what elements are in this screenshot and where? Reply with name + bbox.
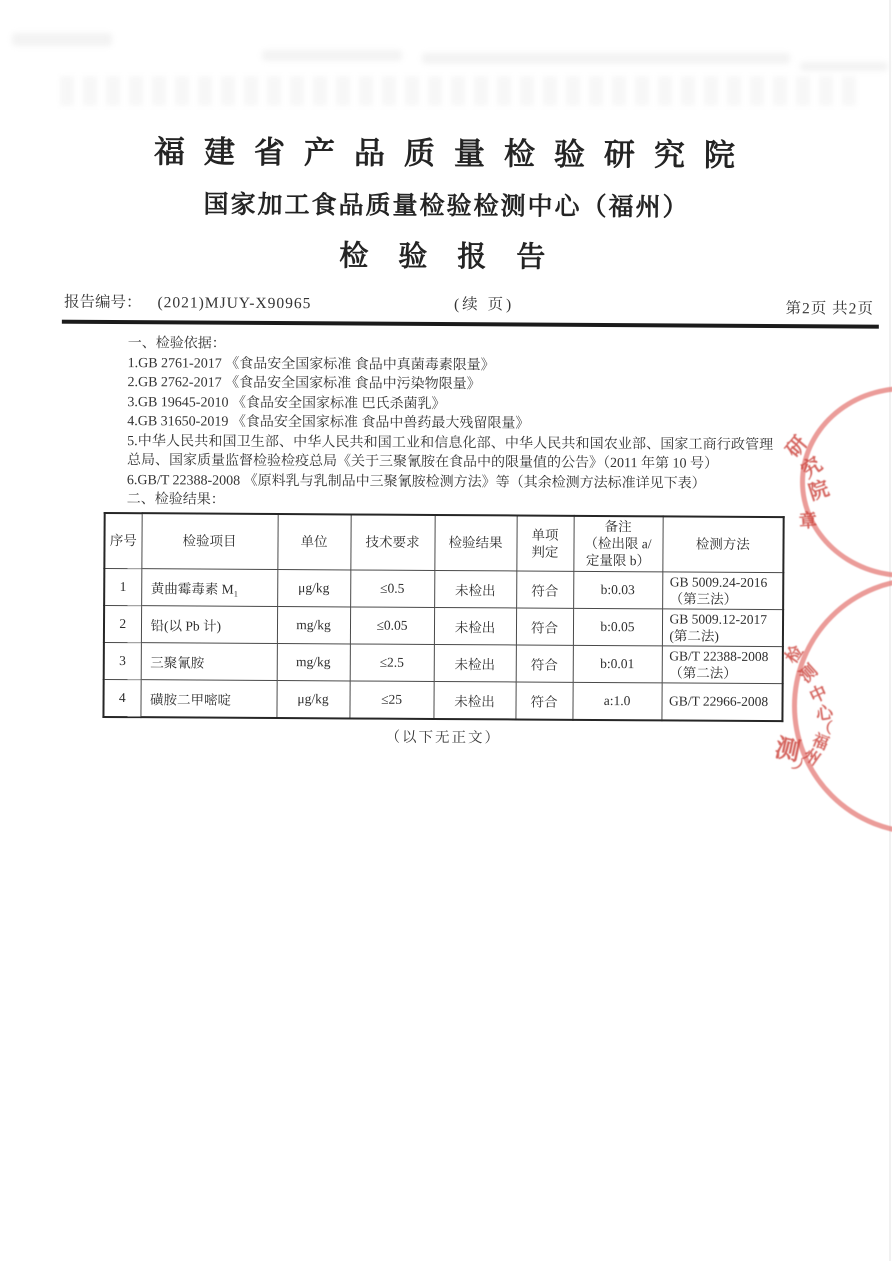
seal-character: （ — [816, 719, 834, 737]
table-row — [104, 605, 783, 646]
page-indicator: 第2页 共2页 — [785, 300, 875, 318]
basis-item: 1.GB 2761-2017 《食品安全国家标准 食品中真菌毒素限量》 — [127, 355, 495, 373]
seal-character: 测 — [772, 734, 803, 767]
column-header-result: 检验结果 — [434, 514, 516, 570]
cell-remark: a:1.0 — [572, 682, 661, 720]
cell-seq: 4 — [103, 679, 140, 716]
cell-method: GB 5009.12-2017 (第二法) — [662, 609, 783, 647]
cell-requirement: ≤25 — [349, 681, 433, 719]
basis-item: 4.GB 31650-2019 《食品安全国家标准 食品中兽药最大残留限量》 — [127, 414, 530, 432]
seal-character: 章 — [798, 510, 818, 532]
basis-heading: 一、检验依据： — [127, 336, 226, 352]
column-header-unit: 单位 — [277, 514, 350, 570]
seal-character: 研 — [782, 432, 812, 462]
testing-center-title: 国家加工食品质量检验检测中心（福州） — [203, 191, 690, 222]
no-more-text-notice: （以下无正文） — [385, 729, 502, 746]
cell-unit: mg/kg — [277, 644, 350, 681]
report-meta-row — [64, 290, 876, 317]
cell-seq: 2 — [104, 605, 141, 642]
column-header-requirement: 技术要求 — [350, 514, 434, 571]
seal-character: 心 — [814, 702, 835, 725]
cell-item: 磺胺二甲嘧啶 — [140, 680, 276, 718]
seal-character: 福 — [809, 731, 831, 754]
seal-character: 院 — [806, 477, 832, 505]
seal-character: ） — [788, 758, 811, 781]
seal-character: 究 — [797, 453, 827, 483]
seal-character: 测 — [795, 660, 822, 687]
seal-character: 中 — [806, 682, 831, 707]
cell-remark: b:0.03 — [573, 571, 662, 609]
cell-unit: mg/kg — [277, 607, 350, 644]
basis-item: 3.GB 19645-2010 《食品安全国家标准 巴氏杀菌乳》 — [127, 394, 446, 412]
cell-method: GB/T 22388-2008 （第二法） — [662, 646, 783, 684]
cell-result: 未检出 — [434, 607, 516, 645]
column-header-judgement: 单项 判定 — [516, 515, 573, 571]
cell-result: 未检出 — [434, 644, 516, 682]
seal-character: 州 — [799, 746, 823, 770]
cell-requirement: ≤2.5 — [350, 644, 434, 682]
cell-seq: 1 — [104, 568, 141, 605]
report-number — [64, 290, 312, 314]
cell-method: GB/T 22966-2008 — [661, 683, 782, 721]
cell-judgement: 符合 — [516, 608, 573, 645]
cell-requirement: ≤0.05 — [350, 607, 434, 645]
results-heading: 二、检验结果： — [126, 492, 225, 508]
report-title: 检验报告 — [339, 240, 576, 274]
inspection-basis-section — [127, 334, 774, 513]
cell-result: 未检出 — [433, 681, 515, 719]
cell-judgement: 符合 — [515, 682, 572, 719]
cell-item: 黄曲霉毒素 M₁ — [141, 569, 277, 607]
cell-unit: μg/kg — [277, 570, 350, 607]
continuation-page-label: (续 页) — [453, 296, 515, 314]
table-row — [104, 568, 783, 609]
cell-judgement: 符合 — [516, 571, 573, 608]
cell-result: 未检出 — [434, 570, 516, 608]
table-header-row — [104, 512, 783, 572]
report-number-label: 报告编号： — [63, 293, 142, 312]
column-header-remark: 备注 （检出限 a/ 定量限 b） — [573, 515, 662, 572]
column-header-seq: 序号 — [104, 512, 141, 568]
cell-item: 铅(以 Pb 计) — [141, 606, 277, 644]
column-header-item: 检验项目 — [141, 513, 277, 570]
cell-method: GB 5009.24-2016 （第三法） — [662, 572, 783, 610]
seal-character: 检 — [781, 642, 808, 667]
cell-remark: b:0.05 — [573, 608, 662, 646]
institute-title: 福建省产品质量检验研究院 — [153, 134, 754, 173]
cell-unit: μg/kg — [276, 681, 349, 718]
basis-item: 2.GB 2762-2017 《食品安全国家标准 食品中污染物限量》 — [127, 375, 481, 393]
cell-remark: b:0.01 — [573, 645, 662, 683]
header-divider — [62, 320, 879, 329]
basis-item: 6.GB/T 22388-2008 《原料乳与乳制品中三聚氰胺检测方法》等（其余检测方法标准详见下表） — [126, 472, 706, 492]
cell-seq: 3 — [104, 642, 141, 679]
cell-requirement: ≤0.5 — [350, 570, 434, 608]
table-row — [103, 679, 782, 720]
report-number-value: (2021)MJUY-X90965 — [157, 294, 312, 313]
table-row — [104, 642, 783, 683]
cell-judgement: 符合 — [516, 645, 573, 682]
column-header-method: 检测方法 — [662, 516, 783, 573]
basis-item: 5.中华人民共和国卫生部、中华人民共和国工业和信息化部、中华人民共和国农业部、国家工商行政管理总局、国家质量监督检验检疫总局《关于三聚氰胺在食品中的限量值的公告》（2011 年第 10 号） — [126, 433, 774, 472]
results-table — [102, 511, 784, 721]
cell-item: 三聚氰胺 — [141, 643, 277, 681]
